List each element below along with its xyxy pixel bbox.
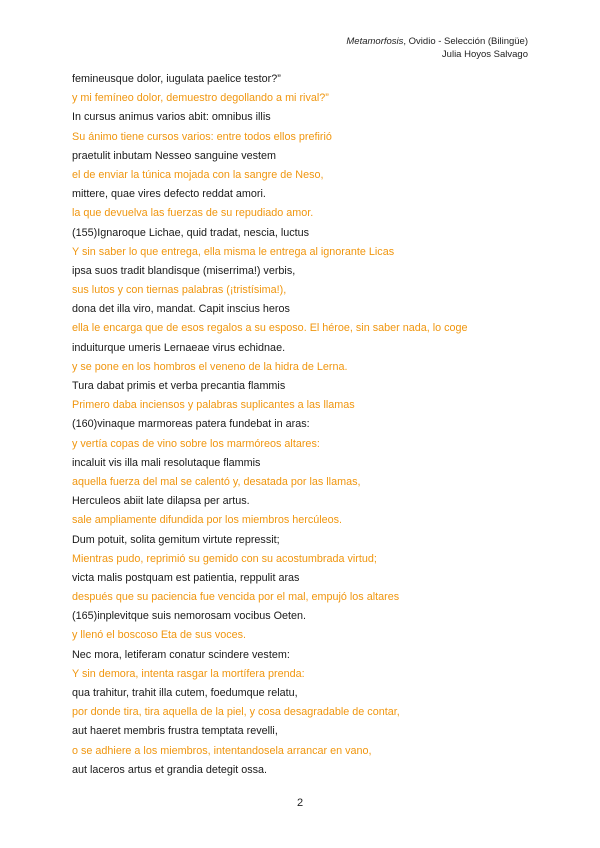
spanish-translation-line: el de enviar la túnica mojada con la sangre de Neso,: [72, 168, 324, 181]
spanish-translation-line: después que su paciencia fue vencida por el mal, empujó los altares: [72, 591, 400, 604]
document-title: [346, 35, 528, 48]
author-name: Julia Hoyos Salvago: [441, 49, 528, 60]
page-number: 2: [296, 797, 304, 809]
bilingual-text: [72, 70, 542, 780]
latin-verse-line: qua trahitur, trahit illa cutem, foedumque relatu,: [72, 687, 298, 699]
work-subtitle: , Ovidio - Selección (Bilingüe): [403, 36, 528, 47]
latin-verse-line: incaluit vis illa mali resolutaque flammis: [72, 456, 261, 469]
latin-verse-line: In cursus animus varios abit: omnibus illis: [72, 111, 271, 124]
spanish-translation-line: y llenó el boscoso Eta de sus voces.: [72, 629, 247, 642]
latin-verse-line: aut laceros artus et grandia detegit ossa.: [72, 763, 268, 776]
latin-verse-line: femineusque dolor, iugulata paelice testor?”: [72, 73, 281, 85]
latin-verse-line: ipsa suos tradit blandisque (miserrima!) verbis,: [72, 264, 296, 277]
spanish-translation-line: y mi femíneo dolor, demuestro degollando a mi rival?”: [72, 92, 329, 105]
spanish-translation-line: y se pone en los hombros el veneno de la hidra de Lerna.: [72, 360, 348, 373]
spanish-translation-line: sus lutos y con tiernas palabras (¡tristísima!),: [72, 284, 287, 297]
spanish-translation-line: Primero daba inciensos y palabras suplicantes a las llamas: [72, 399, 355, 412]
latin-verse-line: (160)vinaque marmoreas patera fundebat in aras:: [72, 418, 310, 431]
spanish-translation-line: la que devuelva las fuerzas de su repudiado amor.: [72, 207, 314, 220]
latin-verse-line: victa malis postquam est patientia, reppulit aras: [72, 571, 300, 584]
work-title: Metamorfosis: [346, 36, 404, 47]
spanish-translation-line: Su ánimo tiene cursos varios: entre todos ellos prefirió: [72, 130, 332, 143]
spanish-translation-line: ella le encarga que de esos regalos a su esposo. El héroe, sin saber nada, lo coge: [72, 322, 468, 335]
latin-verse-line: Dum potuit, solita gemitum virtute repressit;: [72, 533, 280, 546]
spanish-translation-line: por donde tira, tira aquella de la piel, y cosa desagradable de contar,: [72, 706, 400, 719]
latin-verse-line: Herculeos abiit late dilapsa per artus.: [72, 495, 250, 508]
spanish-translation-line: Y sin saber lo que entrega, ella misma le entrega al ignorante Licas: [72, 245, 395, 258]
latin-verse-line: Nec mora, letiferam conatur scindere vestem:: [72, 648, 290, 661]
latin-verse-line: dona det illa viro, mandat. Capit inscius heros: [72, 303, 290, 316]
latin-verse-line: praetulit inbutam Nesseo sanguine vestem: [72, 149, 277, 162]
spanish-translation-line: sale ampliamente difundida por los miembros hercúleos.: [72, 514, 343, 527]
latin-verse-line: (165)inplevitque suis nemorosam vocibus Oeten.: [72, 610, 307, 623]
latin-verse-line: (155)Ignaroque Lichae, quid tradat, nescia, luctus: [72, 226, 310, 239]
spanish-translation-line: aquella fuerza del mal se calentó y, desatada por las llamas,: [72, 475, 361, 488]
latin-verse-line: induiturque umeris Lernaeae virus echidnae.: [72, 341, 286, 354]
page-header: [346, 35, 528, 61]
spanish-translation-line: Y sin demora, intenta rasgar la mortífera prenda:: [72, 667, 305, 680]
latin-verse-line: mittere, quae vires defecto reddat amori.: [72, 188, 266, 201]
spanish-translation-line: o se adhiere a los miembros, intentandosela arrancar en vano,: [72, 744, 372, 757]
spanish-translation-line: y vertía copas de vino sobre los marmóreos altares:: [72, 437, 320, 450]
latin-verse-line: Tura dabat primis et verba precantia flammis: [72, 380, 286, 392]
latin-verse-line: aut haeret membris frustra temptata revelli,: [72, 725, 278, 738]
spanish-translation-line: Mientras pudo, reprimió su gemido con su acostumbrada virtud;: [72, 552, 377, 565]
